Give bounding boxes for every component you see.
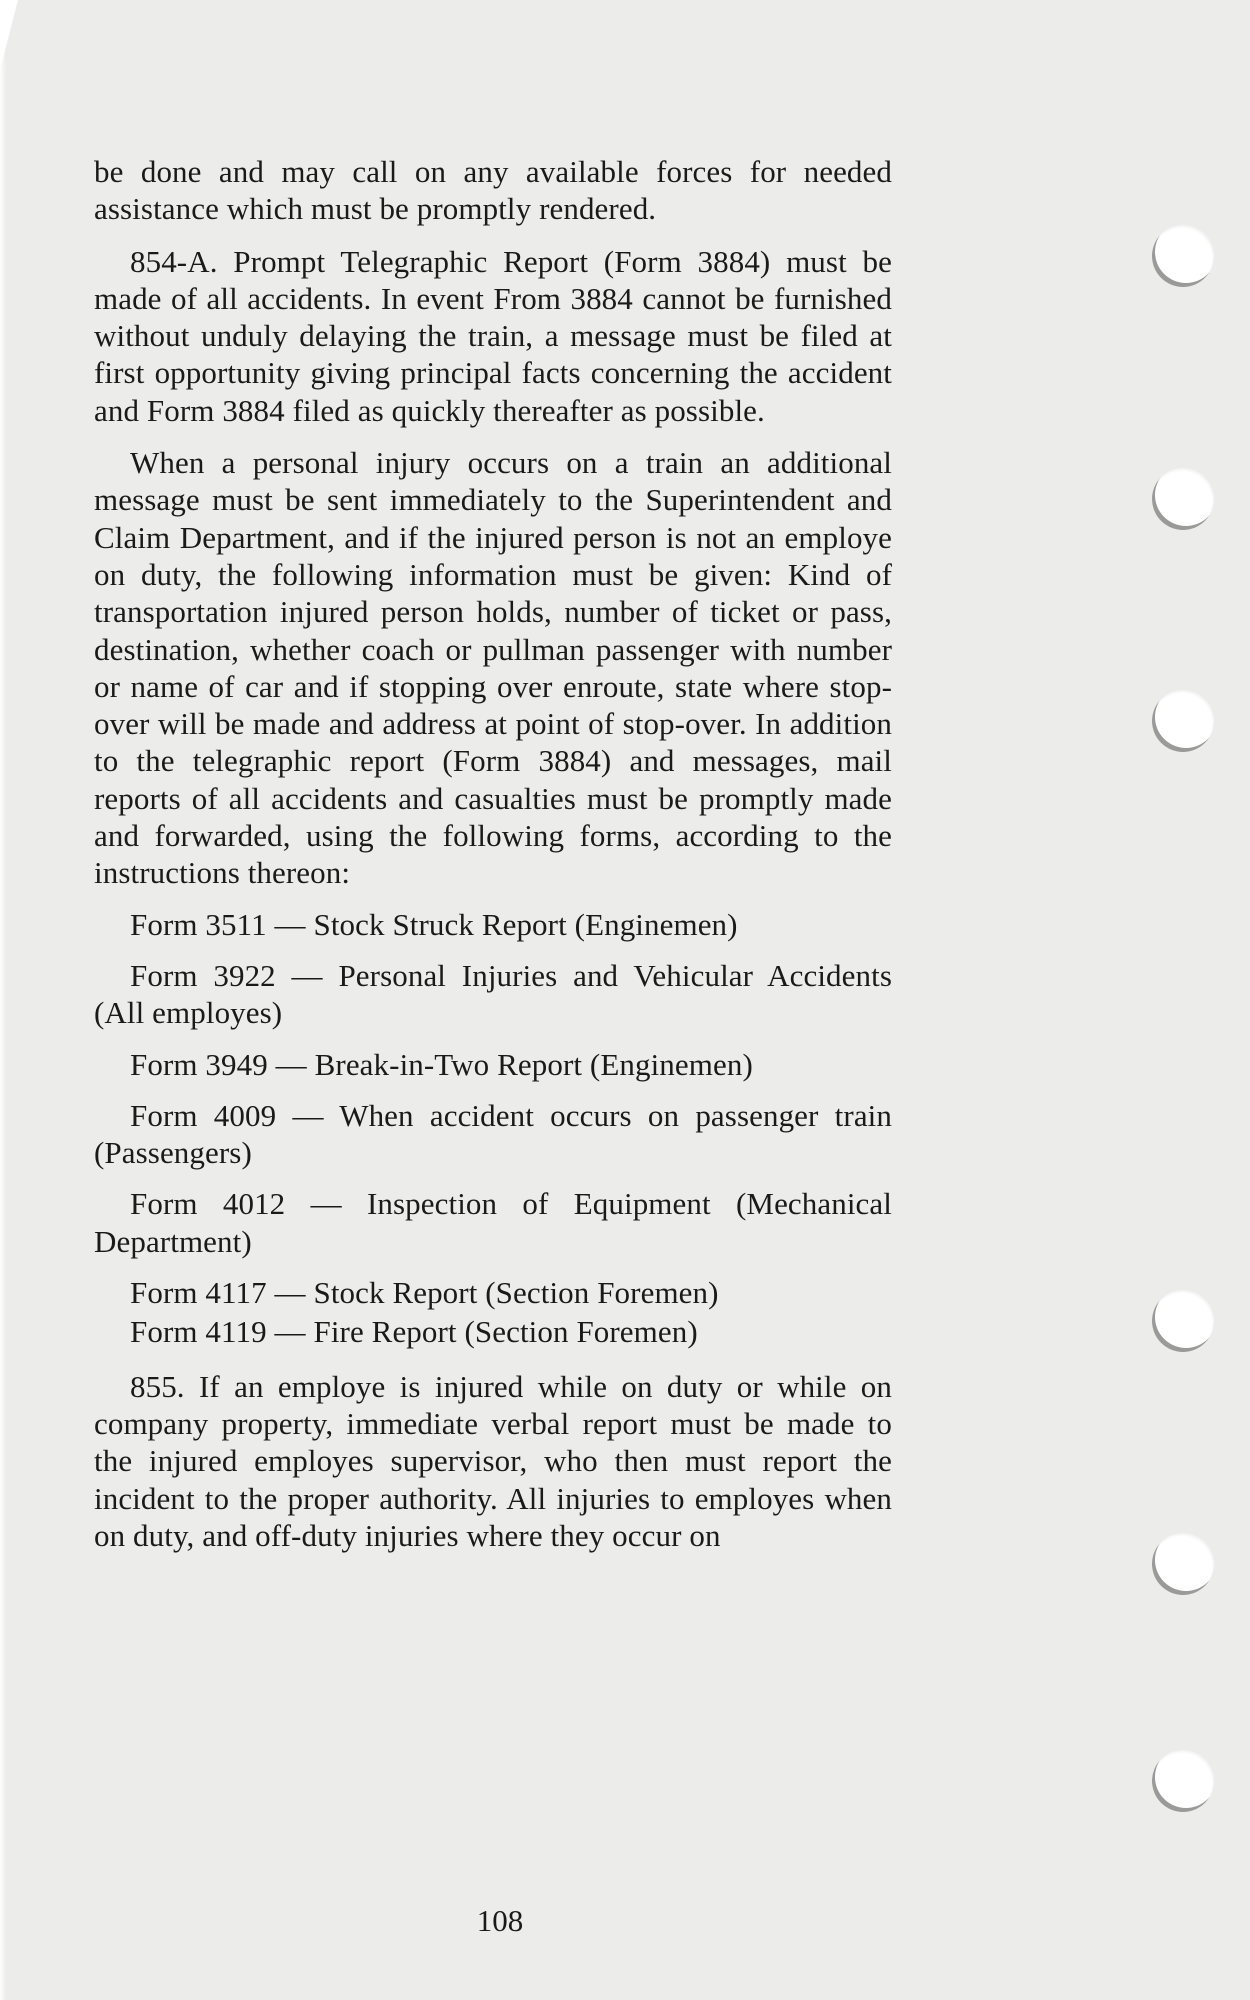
binder-hole-1-icon: [1152, 225, 1214, 287]
form-4009-item: Form 4009 — When accident occurs on passenger train (Passengers): [94, 1097, 892, 1171]
paragraph-continued: be done and may call on any available forces for needed assistance which must be promptly rendered.: [94, 154, 892, 227]
body-text: [94, 153, 892, 1554]
form-3949-item: Form 3949 — Break-in-Two Report (Enginemen): [130, 1046, 753, 1082]
page-edge: [0, 0, 6, 2000]
binder-hole-5-icon: [1152, 1533, 1214, 1595]
binder-hole-6-icon: [1152, 1750, 1214, 1812]
binder-hole-2-icon: [1152, 468, 1214, 530]
form-4119-item: Form 4119 — Fire Report (Section Foremen): [130, 1314, 698, 1350]
form-4117-item: Form 4117 — Stock Report (Section Foremen): [130, 1275, 719, 1311]
form-3922-item: Form 3922 — Personal Injuries and Vehicular Accidents (All employes): [94, 957, 892, 1031]
page-number: 108: [476, 1903, 524, 1938]
binder-hole-3-icon: [1152, 690, 1214, 752]
forms-list: [94, 906, 892, 1351]
folded-corner: [0, 0, 18, 70]
binder-hole-4-icon: [1152, 1290, 1214, 1352]
form-3511-item: Form 3511 — Stock Struck Report (Enginemen): [130, 906, 738, 942]
paragraph-personal-injury: When a personal injury occurs on a train an additional message must be sent immediately to the Superintendent and Claim Department, and if the injured person is not an employe on duty, the following information must be given: Kind of transportation injured person holds, number of ticket or pass, destination, whether coach or pullman passenger with number or name of car and if stopping over enroute, state where stop-over will be made and address at point of stop-over. In addition to the telegraphic report (Form 3884) and messages, mail reports of all accidents and casualties must be promptly made and forwarded, using the following forms, according to the instructions thereon:: [94, 445, 892, 891]
paragraph-854a: 854-A. Prompt Telegraphic Report (Form 3884) must be made of all accidents. In event From 3884 cannot be furnished without unduly delaying the train, a message must be filed at first opportunity giving principal facts concerning the accident and Form 3884 filed as quickly thereafter as possible.: [94, 243, 892, 428]
form-4012-item: Form 4012 — Inspection of Equipment (Mechanical Department): [94, 1186, 892, 1259]
paragraph-855: 855. If an employe is injured while on duty or while on company property, immediate verbal report must be made to the injured employes supervisor, who then must report the incident to the proper authority. All injuries to employes when on duty, and off-duty injuries where they occur on: [94, 1368, 892, 1553]
